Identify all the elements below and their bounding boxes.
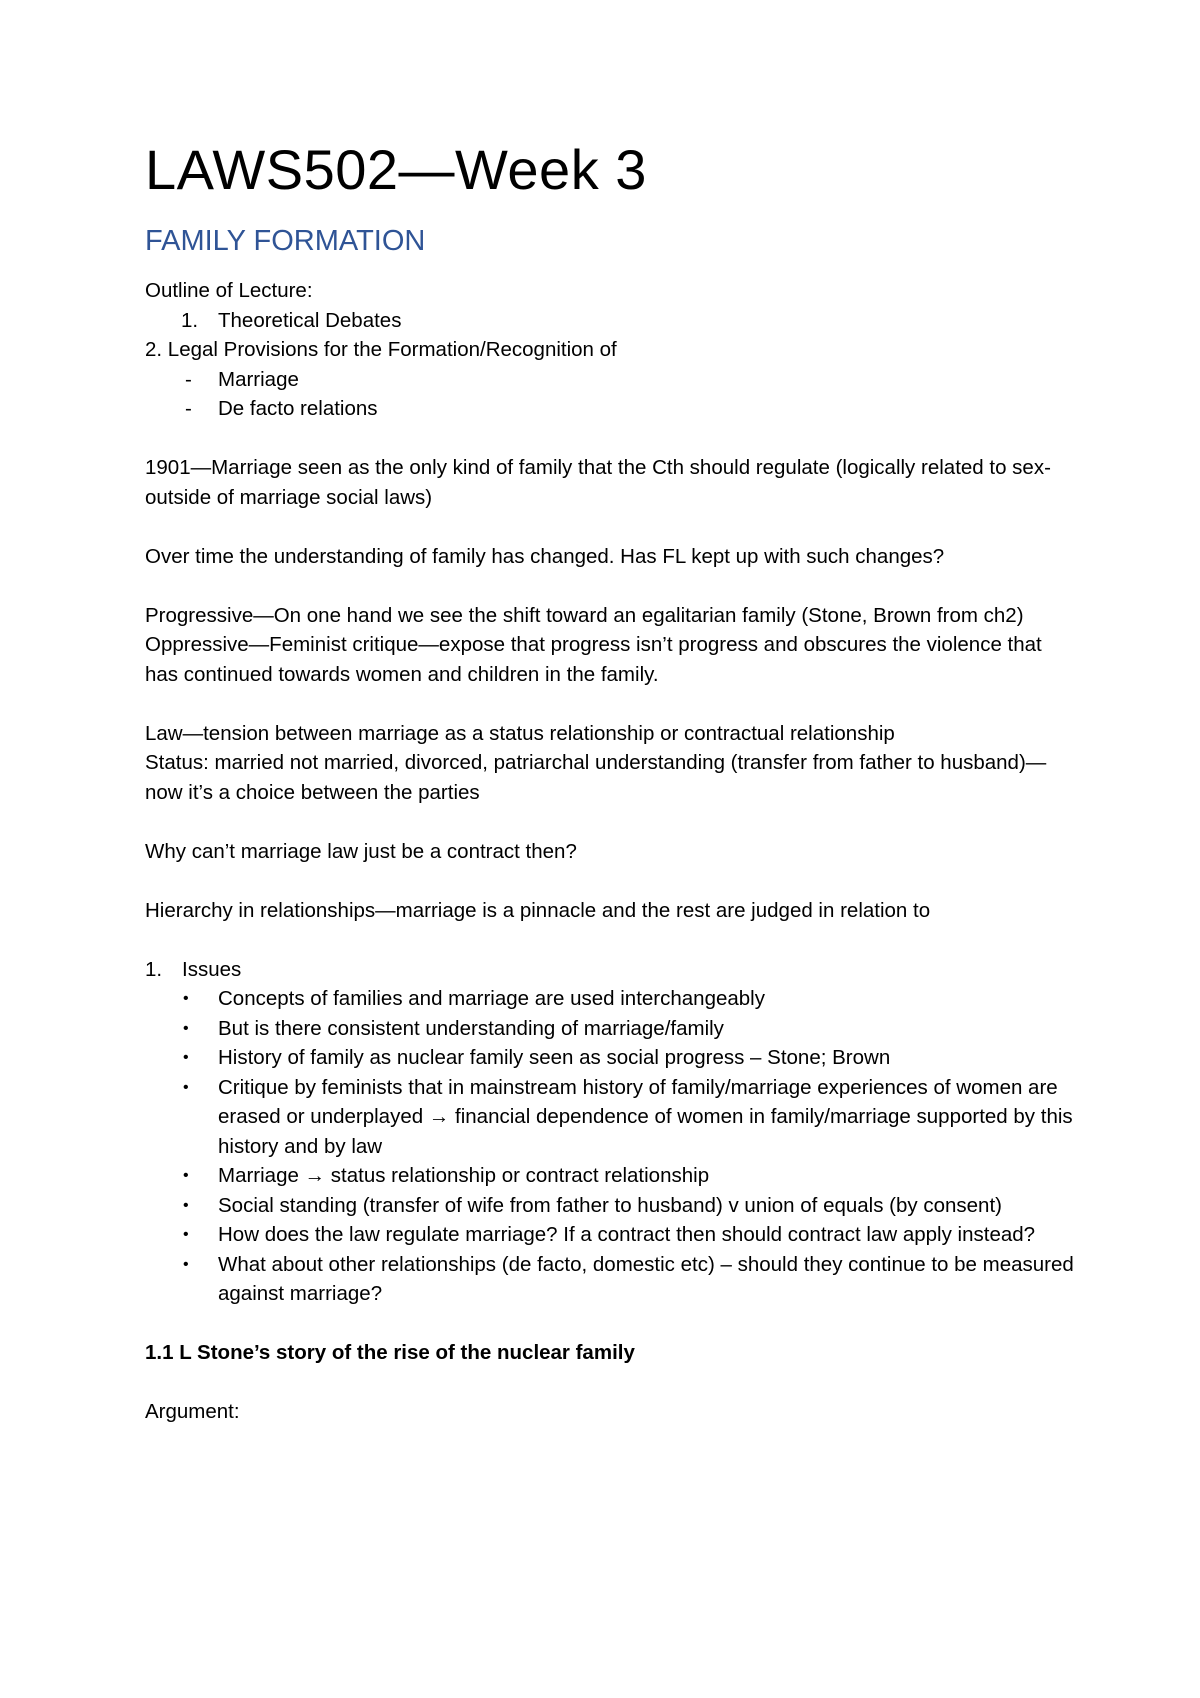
outline-item-2: 2. Legal Provisions for the Formation/Recognition of: [145, 338, 617, 361]
list-item: [145, 1014, 1075, 1044]
document-page: [145, 138, 1075, 1427]
list-number: 1.: [181, 308, 199, 332]
bullet-icon: •: [183, 1078, 189, 1096]
paragraph-law: Law—tension between marriage as a status relationship or contractual relationship: [145, 721, 895, 745]
outline-subitem-marriage: [145, 365, 1075, 395]
paragraph-why: Why can’t marriage law just be a contract then?: [145, 839, 577, 863]
dash-marker: -: [185, 367, 192, 391]
document-title: LAWS502—Week 3: [145, 138, 647, 201]
dash-marker: -: [185, 397, 192, 420]
bullet-icon: •: [183, 1019, 189, 1037]
paragraph-1901: 1901—Marriage seen as the only kind of family that the Cth should regulate (logically related to sex-outside of marriage social laws): [145, 456, 1051, 509]
list-item-text: History of family as nuclear family seen as social progress – Stone; Brown: [218, 1046, 891, 1069]
bullet-icon: •: [183, 1226, 189, 1243]
list-item-text: How does the law regulate marriage? If a contract then should contract law apply instead?: [218, 1223, 1036, 1246]
document-subtitle: FAMILY FORMATION: [145, 225, 426, 257]
issues-heading-text: Issues: [182, 957, 242, 981]
list-item-text: Critique by feminists that in mainstream history of family/marriage experiences of women are erased or underplayed → financial dependence of women in family/marriage supported by this history and by law: [218, 1075, 1073, 1158]
list-item-text: But is there consistent understanding of marriage/family: [218, 1016, 724, 1040]
outline-subitem-text: De facto relations: [218, 397, 378, 420]
paragraph-progressive: Progressive—On one hand we see the shift toward an egalitarian family (Stone, Brown from ch2): [145, 603, 1024, 627]
list-item: [145, 1220, 1075, 1250]
section-heading: 1.1 L Stone’s story of the rise of the nuclear family: [145, 1341, 635, 1364]
paragraph-over-time: Over time the understanding of family has changed. Has FL kept up with such changes?: [145, 544, 945, 568]
outline-subitem-text: Marriage: [218, 367, 299, 391]
outline-item-1-text: Theoretical Debates: [218, 308, 402, 332]
paragraph-oppressive: Oppressive—Feminist critique—expose that progress isn’t progress and obscures the violence that has continued towards women and children in the family.: [145, 633, 1042, 686]
list-item-text: Marriage → status relationship or contract relationship: [218, 1164, 710, 1187]
list-item: [145, 1043, 1075, 1073]
list-item: [145, 1073, 1075, 1162]
list-item-text: Concepts of families and marriage are used interchangeably: [218, 987, 765, 1010]
paragraph-status: Status: married not married, divorced, patriarchal understanding (transfer from father to husband)—now it’s a choice between the parties: [145, 751, 1047, 804]
bullet-icon: •: [183, 1049, 189, 1066]
bullet-icon: •: [183, 1196, 189, 1214]
list-item-text: Social standing (transfer of wife from father to husband) v union of equals (by consent): [218, 1193, 1002, 1217]
list-item: [145, 984, 1075, 1014]
paragraph-hierarchy: Hierarchy in relationships—marriage is a pinnacle and the rest are judged in relation to: [145, 898, 931, 922]
argument-label: Argument:: [145, 1400, 240, 1423]
outline-item-1: [145, 306, 1075, 336]
outline-subitem-de-facto: [145, 394, 1075, 424]
outline-heading: Outline of Lecture:: [145, 279, 313, 302]
issues-heading: [145, 955, 1075, 985]
list-item: [145, 1161, 1075, 1191]
bullet-icon: •: [183, 1255, 189, 1273]
issues-list: [145, 984, 1075, 1309]
bullet-icon: •: [183, 990, 189, 1007]
bullet-icon: •: [183, 1167, 189, 1184]
list-item: [145, 1191, 1075, 1221]
list-item: [145, 1250, 1075, 1309]
list-number: 1.: [145, 957, 163, 981]
list-item-text: What about other relationships (de facto, domestic etc) – should they continue to be measured against marriage?: [218, 1252, 1074, 1305]
